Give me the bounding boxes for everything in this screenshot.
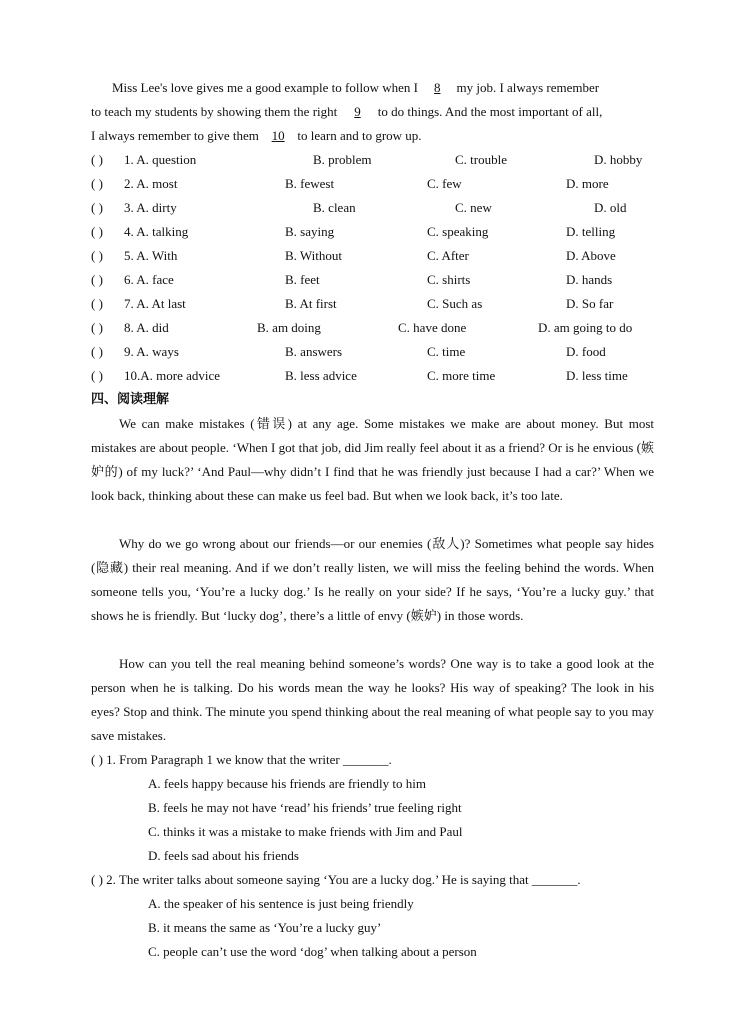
question-text: 2. The writer talks about someone saying ‘You are a lucky dog.’ He is saying that _______. [106, 872, 581, 887]
option-d: D. So far [566, 296, 614, 311]
option-c: C. more time [427, 368, 496, 383]
option-a: 6. A. face [124, 272, 174, 287]
option-a: 5. A. With [124, 248, 178, 263]
cloze-question-row [91, 172, 661, 196]
option-d: D. am going to do [538, 320, 633, 335]
cloze-question-row [91, 196, 661, 220]
answer-bracket[interactable]: ( ) [91, 344, 103, 359]
option-b: B. Without [285, 248, 343, 263]
reading-option: B. it means the same as ‘You’re a lucky guy’ [148, 920, 382, 935]
option-b: B. feet [285, 272, 320, 287]
option-b: B. am doing [257, 320, 321, 335]
option-a: 3. A. dirty [124, 200, 177, 215]
answer-bracket[interactable]: ( ) [91, 224, 103, 239]
option-b: B. fewest [285, 176, 335, 191]
cloze-text: my job. I always remember [456, 80, 600, 95]
option-d: D. less time [566, 368, 628, 383]
cloze-line-3 [91, 124, 422, 148]
cloze-text: to learn and to grow up. [297, 128, 422, 143]
reading-paragraph-3: How can you tell the real meaning behind someone’s words? One way is to take a good look at the person when he is talking. Do his words mean the way he looks? His way of speaking? The look in his eyes? Stop and think. The minute you spend thinking about the real meaning of what people say to you may save mistakes. [91, 656, 654, 743]
option-c: C. trouble [455, 152, 507, 167]
blank-9: 9 [354, 104, 361, 119]
option-b: B. problem [313, 152, 372, 167]
reading-paragraph-2: Why do we go wrong about our friends—or our enemies (敌人)? Sometimes what people say hides (隐藏) their real meaning. And if we don’t really listen, we will miss the feeling behind the words. When someone tells you, ‘You’re a lucky dog.’ Is he really on your side? If he says, ‘You’re a lucky guy.’ that shows he is friendly. But ‘lucky dog’, there’s a little of envy (嫉妒) in those words. [91, 536, 654, 623]
option-b: B. saying [285, 224, 335, 239]
option-c: C. speaking [427, 224, 489, 239]
option-b: B. At first [285, 296, 337, 311]
option-d: D. old [594, 200, 627, 215]
answer-bracket[interactable]: ( ) [91, 320, 103, 335]
option-c: C. new [455, 200, 492, 215]
reading-option: C. people can’t use the word ‘dog’ when talking about a person [148, 944, 477, 959]
cloze-text: to teach my students by showing them the right [91, 104, 338, 119]
answer-bracket[interactable]: ( ) [91, 200, 103, 215]
reading-option: D. feels sad about his friends [148, 848, 299, 863]
reading-option: C. thinks it was a mistake to make friends with Jim and Paul [148, 824, 463, 839]
reading-paragraph-1: We can make mistakes (错误) at any age. Some mistakes we make are about money. But most mistakes are about people. ‘When I got that job, did Jim really feel about it as a friend? Or is he envious (嫉妒的) of my luck?’ ‘And Paul—why didn’t I find that he was friendly just because I had a car?’ When we look back, thinking about these can make us feel bad. But when we look back, it’s too late. [91, 416, 654, 503]
section-heading: 四、阅读理解 [91, 392, 170, 407]
reading-question-stem [91, 748, 392, 772]
option-c: C. shirts [427, 272, 471, 287]
option-b: B. less advice [285, 368, 357, 383]
cloze-line-2 [91, 100, 602, 124]
option-b: B. answers [285, 344, 343, 359]
option-d: D. hands [566, 272, 613, 287]
reading-option: A. feels happy because his friends are friendly to him [148, 776, 426, 791]
cloze-text: Miss Lee's love gives me a good example to follow when I [112, 80, 418, 95]
cloze-question-row [91, 364, 661, 388]
answer-bracket[interactable]: ( ) [91, 368, 103, 383]
answer-bracket[interactable]: ( ) [91, 152, 103, 167]
option-d: D. food [566, 344, 606, 359]
answer-bracket[interactable]: ( ) [91, 872, 107, 887]
answer-bracket[interactable]: ( ) [91, 296, 103, 311]
reading-option: B. feels he may not have ‘read’ his friends’ true feeling right [148, 800, 462, 815]
option-d: D. Above [566, 248, 616, 263]
option-a: 1. A. question [124, 152, 197, 167]
cloze-question-row [91, 148, 661, 172]
option-d: D. more [566, 176, 609, 191]
cloze-question-row [91, 340, 661, 364]
option-a: 10.A. more advice [124, 368, 221, 383]
answer-bracket[interactable]: ( ) [91, 272, 103, 287]
option-c: C. After [427, 248, 469, 263]
reading-option: A. the speaker of his sentence is just being friendly [148, 896, 414, 911]
option-b: B. clean [313, 200, 356, 215]
reading-question-stem [91, 868, 581, 892]
question-text: 1. From Paragraph 1 we know that the writer _______. [106, 752, 392, 767]
blank-8: 8 [433, 80, 441, 95]
cloze-text: I always remember to give them [91, 128, 259, 143]
cloze-line-1 [112, 76, 599, 100]
option-a: 7. A. At last [124, 296, 186, 311]
option-a: 2. A. most [124, 176, 178, 191]
cloze-question-row [91, 316, 661, 340]
blank-10: 10 [271, 128, 285, 143]
option-c: C. few [427, 176, 462, 191]
cloze-text: to do things. And the most important of all, [377, 104, 603, 119]
answer-bracket[interactable]: ( ) [91, 248, 103, 263]
answer-bracket[interactable]: ( ) [91, 752, 107, 767]
cloze-question-row [91, 244, 661, 268]
option-a: 8. A. did [124, 320, 169, 335]
cloze-question-row [91, 292, 661, 316]
option-c: C. have done [398, 320, 467, 335]
cloze-question-row [91, 220, 661, 244]
answer-bracket[interactable]: ( ) [91, 176, 103, 191]
option-c: C. Such as [427, 296, 483, 311]
cloze-question-row [91, 268, 661, 292]
option-c: C. time [427, 344, 466, 359]
option-a: 9. A. ways [124, 344, 179, 359]
option-d: D. telling [566, 224, 616, 239]
option-a: 4. A. talking [124, 224, 189, 239]
option-d: D. hobby [594, 152, 643, 167]
